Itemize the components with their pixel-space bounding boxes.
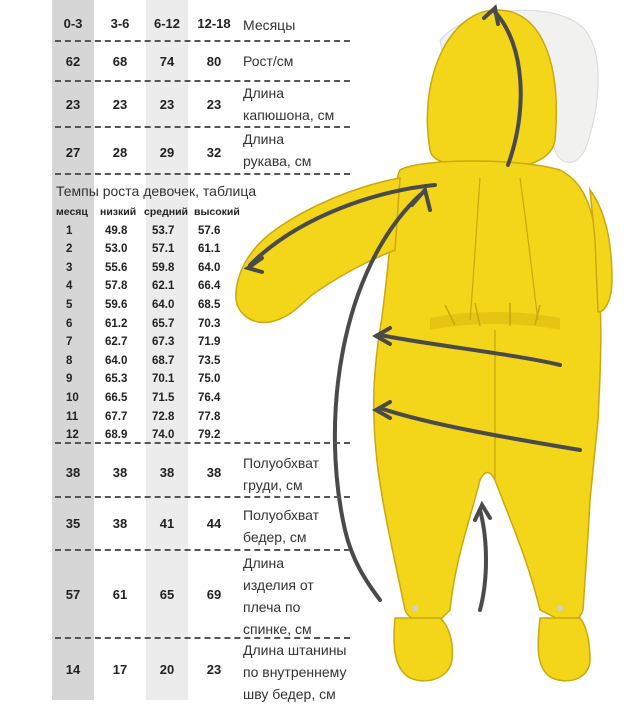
- height-label: Рост/см: [243, 53, 294, 69]
- header-col-12-18: 12-18: [197, 16, 231, 31]
- growth-high: 66.4: [198, 280, 221, 293]
- growth-high: 77.8: [198, 410, 221, 423]
- growth-high: 76.4: [198, 391, 221, 404]
- growth-col-mid: [144, 203, 194, 445]
- header-col-0-3: 0-3: [63, 16, 83, 31]
- growth-low: 67.7: [105, 410, 128, 423]
- sleeve-0-3: 27: [65, 145, 81, 160]
- inseam-label: Длина штанины по внутреннему шву бедер, см: [243, 642, 347, 702]
- hips-12-18: 44: [206, 516, 222, 531]
- growth-header-low: низкий: [100, 206, 137, 218]
- growth-header-mid: средний: [144, 206, 189, 218]
- growth-mid: 53.7: [152, 224, 175, 237]
- length-0-3: 57: [65, 587, 81, 602]
- growth-high: 73.5: [198, 354, 221, 367]
- header-col-6-12: 6-12: [153, 16, 181, 31]
- growth-mid: 57.1: [152, 243, 175, 256]
- inseam-3-6: 17: [112, 662, 128, 677]
- growth-low: 68.9: [105, 429, 128, 442]
- growth-low: 55.6: [105, 261, 128, 274]
- growth-table-title: Темпы роста девочек, таблица: [56, 183, 257, 199]
- growth-month: 5: [66, 298, 73, 311]
- growth-mid: 65.7: [152, 317, 175, 330]
- header-label-months: Месяцы: [243, 17, 296, 33]
- sleeve-3-6: 28: [112, 145, 128, 160]
- growth-col-high: [194, 203, 244, 445]
- growth-high: 64.0: [198, 261, 221, 274]
- growth-low: 53.0: [105, 243, 128, 256]
- growth-mid: 72.8: [152, 410, 175, 423]
- height-12-18: 80: [206, 54, 222, 69]
- row-divider: [55, 40, 350, 42]
- hips-6-12: 41: [159, 516, 175, 531]
- row-divider: [55, 549, 350, 551]
- growth-high: 57.6: [198, 224, 221, 237]
- chest-0-3: 38: [65, 465, 81, 480]
- growth-month: 9: [66, 373, 73, 386]
- growth-mid: 74.0: [152, 429, 175, 442]
- inseam-0-3: 14: [65, 662, 81, 677]
- hips-label: Полуобхват бедер, см: [243, 507, 320, 545]
- growth-col-low: [100, 203, 144, 445]
- length-3-6: 61: [112, 587, 128, 602]
- chest-label: Полуобхват груди, см: [243, 455, 320, 493]
- growth-month: 12: [66, 429, 79, 442]
- chest-12-18: 38: [206, 465, 222, 480]
- hood-12-18: 23: [206, 97, 222, 112]
- row-divider: [55, 173, 350, 175]
- growth-month: 3: [66, 261, 73, 274]
- growth-low: 64.0: [105, 354, 128, 367]
- hood-label: Длина капюшона, см: [243, 85, 335, 123]
- row-divider: [55, 442, 350, 444]
- height-6-12: 74: [159, 54, 175, 69]
- inseam-6-12: 20: [159, 662, 175, 677]
- growth-month: 1: [66, 224, 73, 237]
- growth-month: 2: [66, 243, 73, 256]
- growth-low: 57.8: [105, 280, 128, 293]
- growth-mid: 59.8: [152, 261, 175, 274]
- hips-0-3: 35: [65, 516, 81, 531]
- hood-6-12: 23: [159, 97, 175, 112]
- growth-high: 75.0: [198, 373, 221, 386]
- growth-mid: 71.5: [152, 391, 175, 404]
- chest-3-6: 38: [112, 465, 128, 480]
- length-12-18: 69: [206, 587, 222, 602]
- growth-high: 68.5: [198, 298, 221, 311]
- sleeve-6-12: 29: [159, 145, 175, 160]
- sleeve-12-18: 32: [206, 145, 222, 160]
- growth-header-high: высокий: [194, 206, 240, 218]
- row-divider: [55, 496, 350, 498]
- growth-header-month: месяц: [56, 206, 88, 218]
- growth-low: 65.3: [105, 373, 128, 386]
- growth-low: 61.2: [105, 317, 128, 330]
- length-6-12: 65: [159, 587, 175, 602]
- hood-0-3: 23: [65, 97, 81, 112]
- growth-mid: 67.3: [152, 336, 175, 349]
- growth-mid: 70.1: [152, 373, 175, 386]
- hood-3-6: 23: [112, 97, 128, 112]
- height-3-6: 68: [112, 54, 128, 69]
- growth-high: 61.1: [198, 243, 221, 256]
- growth-high: 71.9: [198, 336, 221, 349]
- growth-col-month: [56, 203, 96, 445]
- height-0-3: 62: [65, 54, 81, 69]
- growth-month: 4: [66, 280, 73, 293]
- growth-mid: 68.7: [152, 354, 175, 367]
- growth-mid: 62.1: [152, 280, 175, 293]
- chest-6-12: 38: [159, 465, 175, 480]
- growth-high: 70.3: [198, 317, 221, 330]
- growth-low: 66.5: [105, 391, 128, 404]
- growth-low: 59.6: [105, 298, 128, 311]
- growth-high: 79.2: [198, 429, 221, 442]
- growth-month: 11: [66, 410, 79, 423]
- growth-month: 8: [66, 354, 73, 367]
- header-col-3-6: 3-6: [110, 16, 130, 31]
- growth-low: 49.8: [105, 224, 128, 237]
- growth-month: 6: [66, 317, 73, 330]
- sleeve-label: Длина рукава, см: [243, 131, 312, 169]
- inseam-12-18: 23: [206, 662, 222, 677]
- hips-3-6: 38: [112, 516, 128, 531]
- growth-mid: 64.0: [152, 298, 175, 311]
- length-label: Длина изделия от плеча по спинке, см: [243, 555, 314, 637]
- growth-month: 10: [66, 391, 79, 404]
- growth-month: 7: [66, 336, 73, 349]
- growth-low: 62.7: [105, 336, 128, 349]
